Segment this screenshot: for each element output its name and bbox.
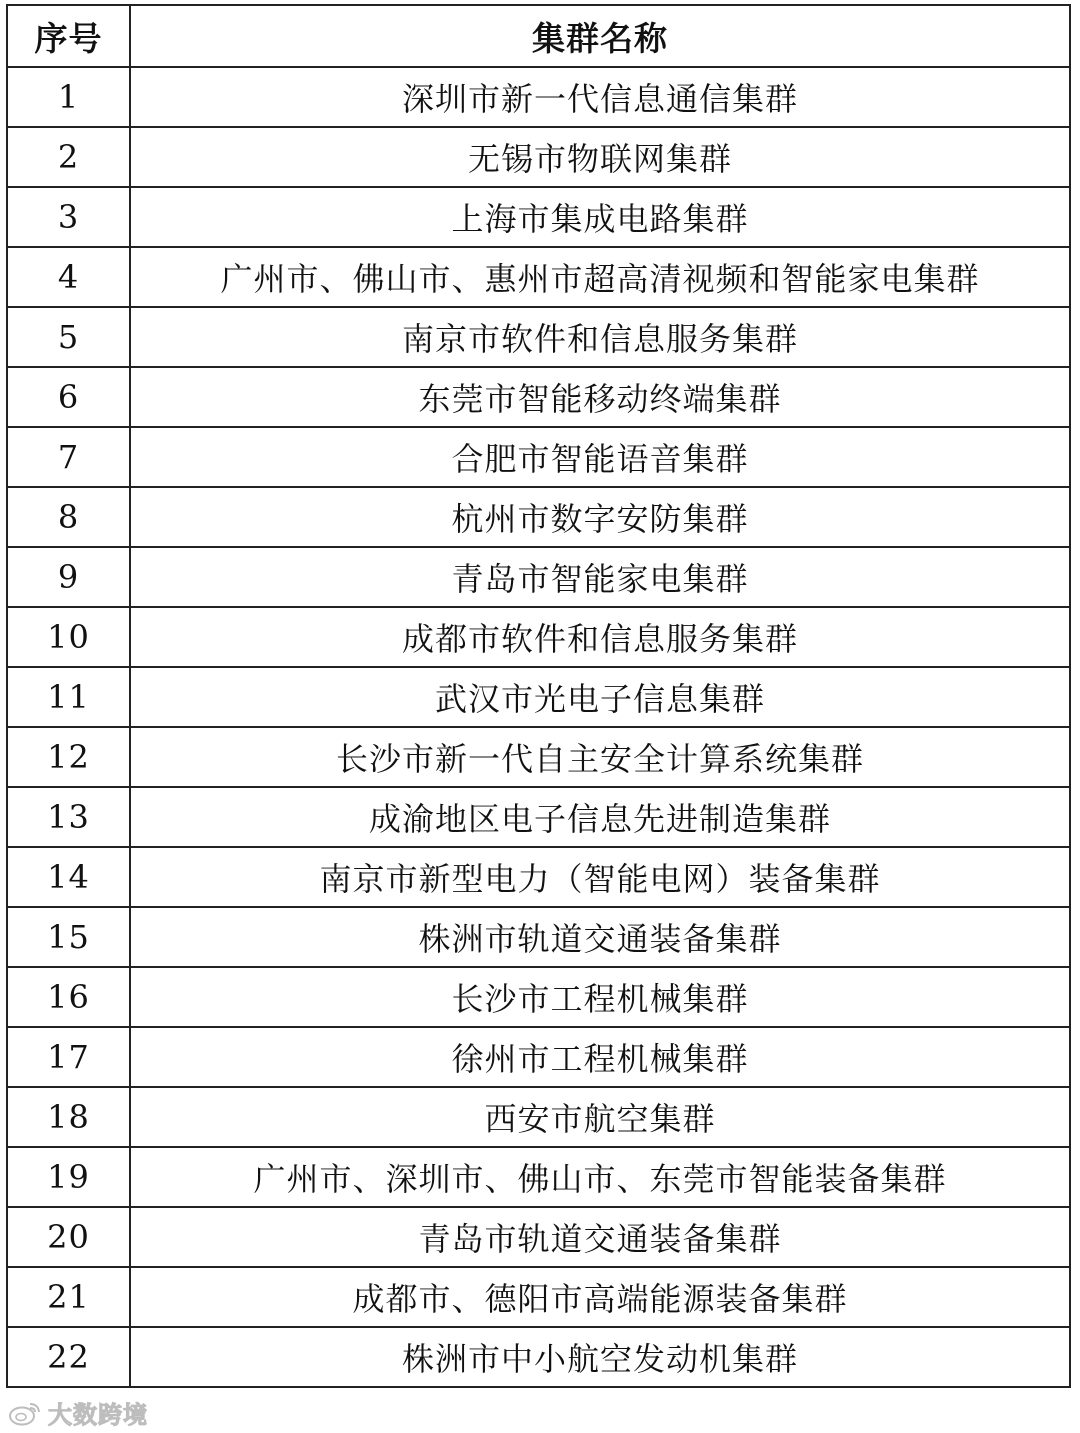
table-row [7,967,1070,1027]
table-row [7,607,1070,667]
row-number: 5 [7,307,130,367]
row-number: 13 [7,787,130,847]
row-cluster-name: 西安市航空集群 [130,1087,1070,1147]
row-number: 10 [7,607,130,667]
header-number: 序号 [7,5,130,67]
table-row [7,787,1070,847]
row-cluster-name: 长沙市工程机械集群 [130,967,1070,1027]
row-number: 6 [7,367,130,427]
row-cluster-name: 合肥市智能语音集群 [130,427,1070,487]
row-cluster-name: 南京市新型电力（智能电网）装备集群 [130,847,1070,907]
row-cluster-name: 徐州市工程机械集群 [130,1027,1070,1087]
table-row [7,1327,1070,1387]
row-number: 4 [7,247,130,307]
row-number: 2 [7,127,130,187]
table-body [7,67,1070,1387]
table-row [7,667,1070,727]
row-cluster-name: 上海市集成电路集群 [130,187,1070,247]
row-number: 22 [7,1327,130,1387]
row-cluster-name: 南京市软件和信息服务集群 [130,307,1070,367]
table-row [7,427,1070,487]
row-number: 9 [7,547,130,607]
weibo-icon [8,1400,42,1426]
table-header-row [7,5,1070,67]
table-row [7,1027,1070,1087]
row-cluster-name: 成都市、德阳市高端能源装备集群 [130,1267,1070,1327]
watermark [8,1395,148,1430]
row-number: 16 [7,967,130,1027]
row-number: 15 [7,907,130,967]
row-cluster-name: 广州市、深圳市、佛山市、东莞市智能装备集群 [130,1147,1070,1207]
row-number: 1 [7,67,130,127]
table-row [7,307,1070,367]
row-number: 17 [7,1027,130,1087]
table-row [7,1147,1070,1207]
watermark-text: 大数跨境 [48,1401,148,1429]
row-cluster-name: 株洲市轨道交通装备集群 [130,907,1070,967]
row-number: 19 [7,1147,130,1207]
header-cluster-name: 集群名称 [130,5,1070,67]
row-cluster-name: 青岛市智能家电集群 [130,547,1070,607]
row-cluster-name: 株洲市中小航空发动机集群 [130,1327,1070,1387]
table-row [7,1207,1070,1267]
cluster-table-container [6,4,1071,1388]
row-cluster-name: 武汉市光电子信息集群 [130,667,1070,727]
row-number: 14 [7,847,130,907]
table-row [7,247,1070,307]
table-row [7,847,1070,907]
table-row [7,1267,1070,1327]
table-row [7,547,1070,607]
table-row [7,67,1070,127]
cluster-table [6,4,1071,1388]
row-cluster-name: 杭州市数字安防集群 [130,487,1070,547]
row-cluster-name: 无锡市物联网集群 [130,127,1070,187]
row-cluster-name: 东莞市智能移动终端集群 [130,367,1070,427]
row-cluster-name: 青岛市轨道交通装备集群 [130,1207,1070,1267]
row-number: 3 [7,187,130,247]
row-number: 20 [7,1207,130,1267]
row-number: 12 [7,727,130,787]
table-row [7,727,1070,787]
row-cluster-name: 成渝地区电子信息先进制造集群 [130,787,1070,847]
table-row [7,367,1070,427]
table-row [7,1087,1070,1147]
row-cluster-name: 长沙市新一代自主安全计算系统集群 [130,727,1070,787]
row-cluster-name: 深圳市新一代信息通信集群 [130,67,1070,127]
table-row [7,487,1070,547]
row-number: 18 [7,1087,130,1147]
table-row [7,127,1070,187]
table-row [7,907,1070,967]
row-number: 8 [7,487,130,547]
table-row [7,187,1070,247]
row-number: 11 [7,667,130,727]
row-number: 7 [7,427,130,487]
row-cluster-name: 广州市、佛山市、惠州市超高清视频和智能家电集群 [130,247,1070,307]
row-number: 21 [7,1267,130,1327]
row-cluster-name: 成都市软件和信息服务集群 [130,607,1070,667]
